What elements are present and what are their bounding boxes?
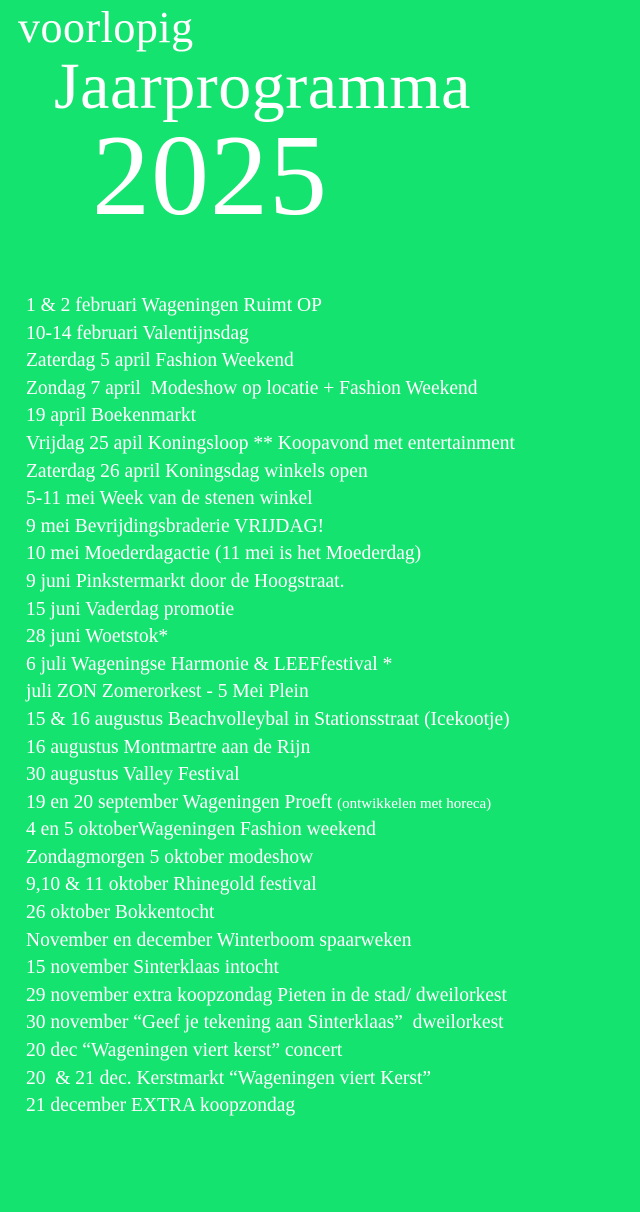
- event-item: [26, 816, 632, 844]
- event-text: Zondag 7 april Modeshow op locatie + Fashion Weekend: [26, 377, 478, 399]
- event-text: 19 en 20 september Wageningen Proeft: [26, 791, 338, 813]
- event-item: [26, 347, 632, 375]
- event-text: 15 november Sinterklaas intocht: [26, 957, 279, 979]
- event-item: [26, 1037, 632, 1065]
- year-title: 2025: [92, 112, 328, 240]
- event-text: Vrijdag 25 apil Koningsloop ** Koopavond met entertainment: [26, 432, 515, 454]
- event-text: 19 april Boekenmarkt: [26, 405, 197, 427]
- event-item: [26, 761, 632, 789]
- event-item: [26, 375, 632, 403]
- event-item: [26, 292, 632, 320]
- event-text: juli ZON Zomerorkest - 5 Mei Plein: [26, 681, 309, 703]
- event-item: [26, 706, 632, 734]
- event-item: [26, 844, 632, 872]
- event-text: 15 & 16 augustus Beachvolleybal in Stationsstraat (Icekootje): [26, 708, 510, 730]
- event-text: 20 & 21 dec. Kerstmarkt “Wageningen viert Kerst”: [26, 1067, 432, 1089]
- event-item: [26, 927, 632, 955]
- event-item: [26, 596, 632, 624]
- event-text: 1 & 2 februari Wageningen Ruimt OP: [26, 295, 322, 316]
- event-item: [26, 320, 632, 348]
- event-item: [26, 540, 632, 568]
- event-text: Zondagmorgen 5 oktober modeshow: [26, 846, 314, 868]
- event-text: 28 juni Woetstok*: [26, 626, 169, 648]
- event-item: [26, 899, 632, 927]
- event-item: [26, 1092, 632, 1120]
- event-text: 30 november “Geef je tekening aan Sinterklaas” dweilorkest: [26, 1012, 504, 1034]
- event-text: 10-14 februari Valentijnsdag: [26, 322, 249, 344]
- event-item: [26, 734, 632, 762]
- event-list: [26, 292, 632, 1120]
- event-text: 30 augustus Valley Festival: [26, 764, 240, 786]
- event-text: 9 mei Bevrijdingsbraderie VRIJDAG!: [26, 515, 325, 537]
- event-text: 9 juni Pinkstermarkt door de Hoogstraat.: [26, 570, 345, 592]
- event-item: [26, 430, 632, 458]
- event-item: [26, 678, 632, 706]
- event-text: 26 oktober Bokkentocht: [26, 902, 215, 924]
- event-text: 20 dec “Wageningen viert kerst” concert: [26, 1040, 343, 1062]
- event-item: [26, 871, 632, 899]
- event-item: [26, 651, 632, 679]
- event-item: [26, 1065, 632, 1093]
- event-text: 6 juli Wageningse Harmonie & LEEFfestival *: [26, 653, 393, 675]
- event-item: [26, 458, 632, 486]
- event-text: 10 mei Moederdagactie (11 mei is het Moederdag): [26, 543, 422, 565]
- event-item: [26, 789, 632, 817]
- event-text: 5-11 mei Week van de stenen winkel: [26, 488, 313, 510]
- event-item: [26, 513, 632, 541]
- event-item: [26, 982, 632, 1010]
- event-item: [26, 485, 632, 513]
- event-item: [26, 1009, 632, 1037]
- event-note: (ontwikkelen met horeca): [337, 795, 492, 812]
- event-text: 16 augustus Montmartre aan de Rijn: [26, 736, 311, 758]
- subtitle-voorlopig: voorlopig: [18, 3, 194, 52]
- event-text: 21 december EXTRA koopzondag: [26, 1095, 296, 1117]
- page-title: Jaarprogramma: [54, 50, 471, 123]
- event-text: 9,10 & 11 oktober Rhinegold festival: [26, 874, 317, 896]
- event-text: Zaterdag 5 april Fashion Weekend: [26, 350, 294, 372]
- event-item: [26, 954, 632, 982]
- event-item: [26, 568, 632, 596]
- event-text: 29 november extra koopzondag Pieten in de stad/ dweilorkest: [26, 984, 507, 1006]
- event-item: [26, 623, 632, 651]
- event-item: [26, 402, 632, 430]
- event-text: November en december Winterboom spaarweken: [26, 929, 412, 951]
- event-text: 4 en 5 oktoberWageningen Fashion weekend: [26, 819, 376, 841]
- event-text: 15 juni Vaderdag promotie: [26, 598, 235, 620]
- event-text: Zaterdag 26 april Koningsdag winkels open: [26, 460, 368, 482]
